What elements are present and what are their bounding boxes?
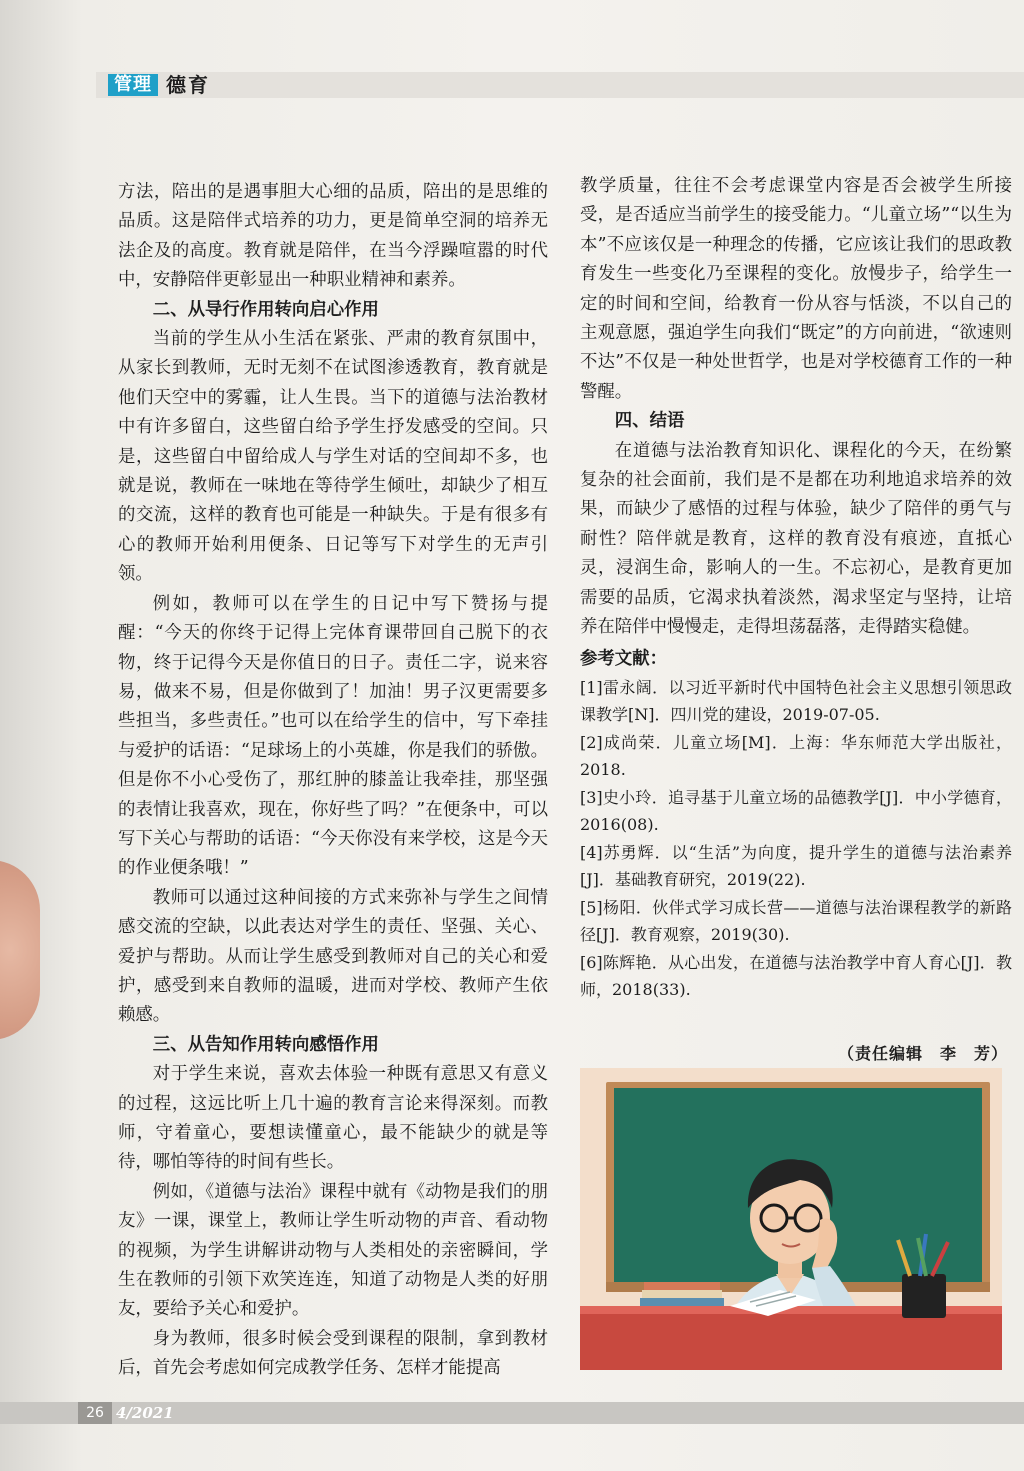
paragraph: 方法，陪出的是遇事胆大心细的品质，陪出的是思维的品质。这是陪伴式培养的功力，更是简单空洞的培养无法企及的高度。教育就是陪伴，在当今浮躁喧嚣的时代中，安静陪伴更彰显出一种职业精神和素养。: [118, 182, 548, 291]
reference-item: [6]陈辉艳．从心出发，在道德与法治教学中育人育心[J]．教师，2018(33).: [580, 952, 1012, 1000]
section-heading-3: 三、从告知作用转向感悟作用: [152, 1034, 379, 1055]
section-title: 德育: [166, 73, 210, 97]
reference-item: [3]史小玲．追寻基于儿童立场的品德教学[J]．中小学德育，2016(08).: [580, 787, 1012, 835]
left-column: [118, 178, 548, 1384]
paragraph: 例如，《道德与法治》课程中就有《动物是我们的朋友》一课，课堂上，教师让学生听动物的声音、看动物的视频，为学生讲解讲动物与人类相处的亲密瞬间，学生在教师的引领下欢笑连连，知道了动物是人类的好朋友，要给予关心和爱护。: [118, 1181, 548, 1320]
reference-item: [1]雷永阔．以习近平新时代中国特色社会主义思想引领思政课教学[N]．四川党的建设，2019-07-05.: [580, 677, 1012, 725]
right-column: [580, 172, 1012, 1004]
pen-holder: [902, 1274, 946, 1318]
reference-item: [5]杨阳．伙伴式学习成长营——道德与法治课程教学的新路径[J]．教育观察，2019(30).: [580, 897, 1012, 945]
page-number: 26: [78, 1402, 112, 1424]
paragraph: 教学质量，往往不会考虑课堂内容是否会被学生所接受，是否适应当前学生的接受能力。“儿童立场”“以生为本”不应该仅是一种理念的传播，它应该让我们的思政教育发生一些变化乃至课程的变化。放慢步子，给学生一定的时间和空间，给教育一份从容与恬淡，不以自己的主观意愿，强迫学生向我们“既定”的方向前进，“欲速则不达”不仅是一种处世哲学，也是对学校德育工作的一种警醒。: [580, 176, 1012, 402]
reference-item: [4]苏勇辉．以“生活”为向度，提升学生的道德与法治素养[J]．基础教育研究，2019(22).: [580, 842, 1012, 890]
section-tag: 管理: [108, 74, 158, 96]
references-title: 参考文献：: [580, 648, 667, 669]
section-heading-2: 二、从导行作用转向启心作用: [152, 299, 379, 320]
book: [642, 1290, 722, 1298]
paragraph: 对于学生来说，喜欢去体验一种既有意思又有意义的过程，这远比听上几十遍的教育言论来得深刻。而教师，守着童心，要想读懂童心，最不能缺少的就是等待，哪怕等待的时间有些长。: [118, 1064, 548, 1173]
reference-item: [2]成尚荣．儿童立场[M]．上海：华东师范大学出版社，2018.: [580, 732, 1012, 780]
thumb: [0, 860, 40, 1040]
paragraph: 当前的学生从小生活在紧张、严肃的教育氛围中，从家长到教师，无时无刻不在试图渗透教育，教育就是他们天空中的雾霾，让人生畏。当下的道德与法治教材中有许多留白，这些留白给予学生抒发感受的空间。只是，这些留白中留给成人与学生对话的空间却不多，也就是说，教师在一味地在等待学生倾吐，却缺少了相互的交流，这样的教育也可能是一种缺失。于是有很多有心的教师开始利用便条、日记等写下对学生的无声引领。: [118, 329, 548, 585]
header-band: [96, 72, 1024, 98]
paragraph: 教师可以通过这种间接的方式来弥补与学生之间情感交流的空缺，以此表达对学生的责任、坚强、关心、爱护与帮助。从而让学生感受到教师对自己的关心和爱护，感受到来自教师的温暖，进而对学校、教师产生依赖感。: [118, 887, 548, 1026]
responsible-editor: （责任编辑 李 芳）: [838, 1044, 1009, 1063]
teacher-illustration: [580, 1068, 1002, 1370]
issue-label: 4/2021: [116, 1404, 174, 1422]
paragraph: 例如，教师可以在学生的日记中写下赞扬与提醒：“今天的你终于记得上完体育课带回自己脱下的衣物，终于记得今天是你值日的日子。责任二字，说来容易，做来不易，但是你做到了！加油！男子汉更需要多些担当，多些责任。”也可以在给学生的信中，写下牵挂与爱护的话语：“足球场上的小英雄，你是我们的骄傲。但是你不小心受伤了，那红肿的膝盖让我牵挂，那坚强的表情让我喜欢，现在，你好些了吗？”在便条中，可以写下关心与帮助的话语：“今天你没有来学校，这是今天的作业便条哦！”: [118, 593, 548, 879]
paragraph: 身为教师，很多时候会受到课程的限制，拿到教材后，首先会考虑如何完成教学任务、怎样才能提高: [118, 1328, 548, 1379]
section-heading-4: 四、结语: [614, 411, 685, 432]
paragraph: 在道德与法治教育知识化、课程化的今天，在纷繁复杂的社会面前，我们是不是都在功利地追求培养的效果，而缺少了感悟的过程与体验，缺少了陪伴的勇气与耐性？陪伴就是教育，这样的教育没有痕迹，直抵心灵，浸润生命，影响人的一生。不忘初心，是教育更加需要的品质，它渴求执着淡然，渴求坚定与坚持，让培养在陪伴中慢慢走，走得坦荡磊落，走得踏实稳健。: [580, 440, 1012, 638]
